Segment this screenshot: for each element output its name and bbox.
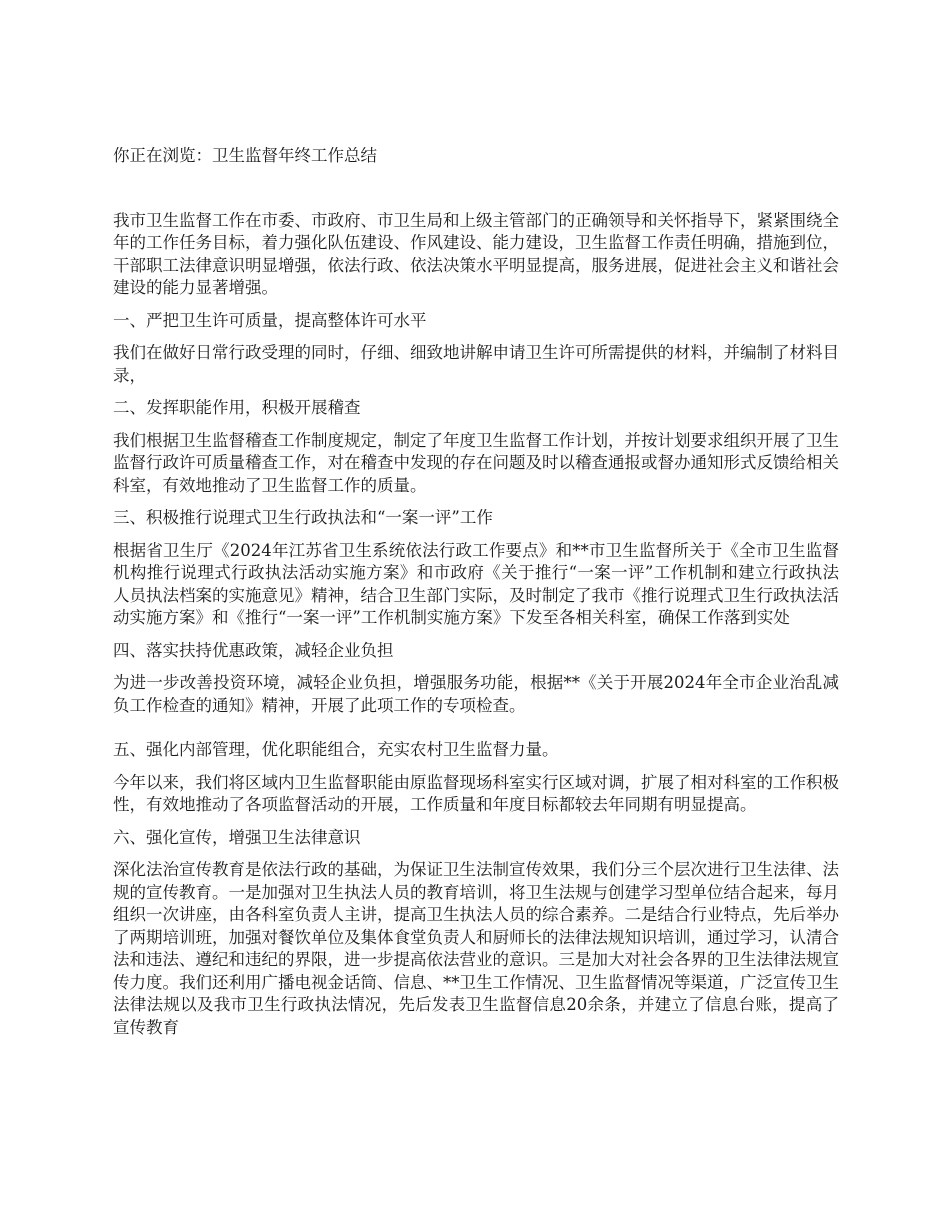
- section-heading-3: 三、积极推行说理式卫生行政执法和“一案一评”工作: [113, 508, 493, 527]
- section-heading-1: 一、严把卫生许可质量，提高整体许可水平: [113, 310, 427, 330]
- section-heading-2: 二、发挥职能作用，积极开展稽查: [113, 398, 361, 417]
- section-paragraph-6: 深化法治宣传教育是依法行政的基础，为保证卫生法制宣传效果，我们分三个层次进行卫生法律、法规的宣传教育。一是加强对卫生执法人员的教育培训，将卫生法规与创建学习型单位结合起来，每月组织一次讲座，由各科室负责人主讲，提高卫生执法人员的综合素养。二是结合行业特点，先后举办了两期培训班，加强对餐饮单位及集体食堂负责人和厨师长的法律法规知识培训，通过学习，认清合法和违法、遵纪和违纪的界限，进一步提高依法营业的意识。三是加大对社会各界的卫生法律法规宣传力度。我们还利用广播电视金话筒、信息、**卫生工作情况、卫生监督情况等渠道，广泛宣传卫生法律法规以及我市卫生行政执法情况，先后发表卫生监督信息20余条，并建立了信息台账，提高了宣传教育: [113, 860, 839, 1037]
- document-page: [113, 145, 839, 1049]
- section-paragraph-4: 为进一步改善投资环境，减轻企业负担，增强服务功能，根据**《关于开展2024年全市企业治乱减负工作检查的通知》精神，开展了此项工作的专项检查。: [113, 673, 839, 715]
- section-heading-5: 五、强化内部管理，优化职能组合，充实农村卫生监督力量。: [113, 740, 559, 759]
- section-paragraph-2: 我们根据卫生监督稽查工作制度规定，制定了年度卫生监督工作计划，并按计划要求组织开展了卫生监督行政许可质量稽查工作，对在稽查中发现的存在问题及时以稽查通报或督办通知形式反馈给相关科室，有效地推动了卫生监督工作的质量。: [113, 430, 839, 495]
- section-heading-4: 四、落实扶持优惠政策，减轻企业负担: [113, 640, 394, 660]
- section-paragraph-1: 我们在做好日常行政受理的同时，仔细、细致地讲解申请卫生许可所需提供的材料，并编制了材料目录，: [113, 343, 839, 385]
- section-paragraph-5: 今年以来，我们将区域内卫生监督职能由原监督现场科室实行区域对调，扩展了相对科室的工作积极性，有效地推动了各项监督活动的开展，工作质量和年度目标都较去年同期有明显提高。: [113, 772, 839, 814]
- intro-paragraph: 我市卫生监督工作在市委、市政府、市卫生局和上级主管部门的正确领导和关怀指导下，紧紧围绕全年的工作任务目标，着力强化队伍建设、作风建设、能力建设，卫生监督工作责任明确，措施到位，干部职工法律意识明显增强，依法行政、依法决策水平明显提高，服务进展，促进社会主义和谐社会建设的能力显著增强。: [113, 210, 839, 297]
- section-heading-6: 六、强化宣传，增强卫生法律意识: [113, 827, 361, 847]
- section-paragraph-3: 根据省卫生厅《2024年江苏省卫生系统依法行政工作要点》和**市卫生监督所关于《全市卫生监督机构推行说理式行政执法活动实施方案》和市政府《关于推行“一案一评”工作机制和建立行政执法人员执法档案的实施意见》精神，结合卫生部门实际，及时制定了我市《推行说理式卫生行政执法活动实施方案》和《推行“一案一评”工作机制实施方案》下发至各相关科室，确保工作落到实处: [113, 540, 839, 627]
- browse-line: 你正在浏览：卫生监督年终工作总结: [113, 146, 377, 165]
